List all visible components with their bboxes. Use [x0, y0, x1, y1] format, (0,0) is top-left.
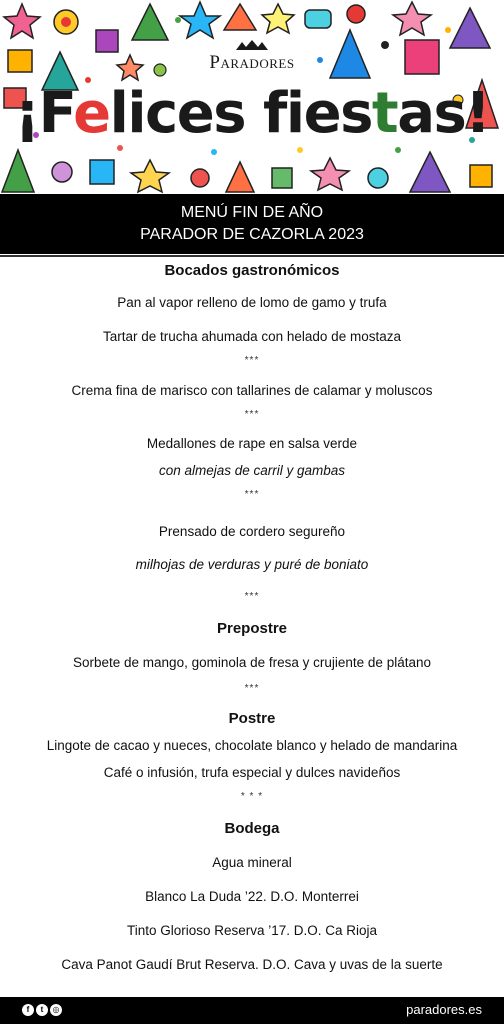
separator: *** — [244, 591, 260, 602]
greeting-part: as! — [397, 81, 490, 146]
separator: *** — [244, 683, 260, 694]
footer-bar — [0, 997, 504, 1024]
header-banner — [0, 0, 504, 194]
greeting-headline — [0, 81, 504, 146]
menu-title: MENÚ FIN DE AÑO — [180, 204, 324, 221]
greeting-part: F — [38, 81, 74, 146]
twitter-icon[interactable]: t — [36, 1004, 48, 1016]
section-heading: Bocados gastronómicos — [164, 262, 340, 279]
menu-item: Agua mineral — [212, 855, 292, 870]
greeting-part: lices fies — [109, 81, 372, 146]
instagram-icon[interactable]: ◎ — [50, 1004, 62, 1016]
menu-item: Prensado de cordero segureño — [158, 524, 346, 539]
menu-item: Café o infusión, trufa especial y dulces navideños — [103, 765, 401, 780]
menu-item: Sorbete de mango, gominola de fresa y crujiente de plátano — [73, 655, 431, 670]
menu-item: Blanco La Duda ’22. D.O. Monterrei — [145, 889, 359, 904]
separator: *** — [244, 409, 260, 420]
menu-item: Cava Panot Gaudí Brut Reserva. D.O. Cava y uvas de la suerte — [61, 957, 443, 972]
greeting-part: ¡ — [14, 81, 39, 146]
brand-logo — [0, 38, 504, 74]
divider — [0, 255, 504, 257]
crown-icon — [232, 38, 272, 52]
brand-name: Paradores — [209, 52, 295, 73]
section-heading: Postre — [228, 710, 276, 727]
menu-title-bar — [0, 194, 504, 254]
menu-item: Crema fina de marisco con tallarines de calamar y moluscos — [71, 383, 433, 398]
social-links — [22, 1004, 62, 1016]
menu-item: milhojas de verduras y puré de boniato — [135, 557, 369, 572]
menu-item: Tinto Glorioso Reserva ’17. D.O. Ca Rioja — [126, 923, 378, 938]
section-heading: Bodega — [224, 820, 280, 837]
separator: *** — [244, 355, 260, 366]
menu-item: Pan al vapor relleno de lomo de gamo y trufa — [117, 295, 387, 310]
greeting-part: e — [73, 81, 110, 146]
menu-item: Lingote de cacao y nueces, chocolate blanco y helado de mandarina — [46, 738, 458, 753]
section-heading: Prepostre — [216, 620, 288, 637]
website-link[interactable]: paradores.es — [406, 1002, 482, 1017]
separator: *** — [244, 489, 260, 500]
separator: * * * — [240, 791, 264, 802]
facebook-icon[interactable]: f — [22, 1004, 34, 1016]
menu-item: con almejas de carril y gambas — [158, 463, 346, 478]
greeting-part: t — [371, 81, 398, 146]
menu-item: Medallones de rape en salsa verde — [146, 436, 358, 451]
menu-subtitle: PARADOR DE CAZORLA 2023 — [140, 226, 364, 243]
menu-item: Tartar de trucha ahumada con helado de mostaza — [103, 329, 401, 344]
